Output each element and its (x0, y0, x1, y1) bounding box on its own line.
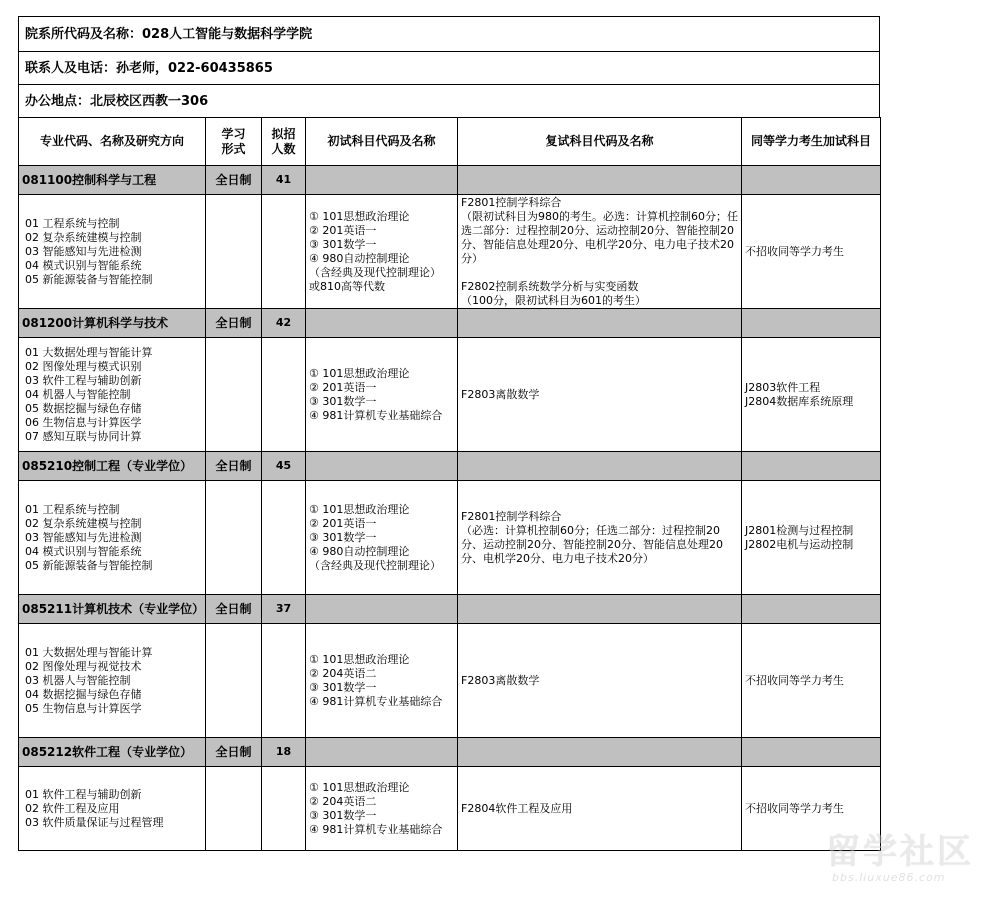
equivalent-extra: 不招收同等学力考生 (742, 767, 881, 851)
header-extra: 同等学力考生加试科目 (742, 118, 881, 166)
retest-subjects: F2804软件工程及应用 (458, 767, 742, 851)
research-directions: 01 大数据处理与智能计算 02 图像处理与视觉技术 03 机器人与智能控制 04 数据挖掘与绿色存储 05 生物信息与计算医学 (19, 624, 206, 738)
contact-line: 联系人及电话：孙老师，022-60435865 (18, 51, 880, 84)
program-title: 085211计算机技术（专业学位） (19, 595, 206, 624)
program-category-row (19, 452, 881, 481)
watermark-url: bbs.liuxue86.com (832, 871, 946, 884)
retest-subjects: F2803离散数学 (458, 338, 742, 452)
watermark-brand: 留学社区 (826, 832, 974, 872)
admissions-sheet (18, 16, 880, 851)
equivalent-extra: J2801检测与过程控制 J2802电机与运动控制 (742, 481, 881, 595)
research-directions: 01 工程系统与控制 02 复杂系统建模与控制 03 智能感知与先进检测 04 模式识别与智能系统 05 新能源装备与智能控制 (19, 195, 206, 309)
site-watermark (826, 833, 986, 893)
initial-exams: ① 101思想政治理论 ② 201英语一 ③ 301数学一 ④ 980自动控制理论 （含经典及现代控制理论） (306, 481, 458, 595)
programs-table (18, 117, 881, 851)
quota: 41 (262, 166, 306, 195)
initial-exams: ① 101思想政治理论 ② 201英语一 ③ 301数学一 ④ 980自动控制理论 （含经典及现代控制理论） 或810高等代数 (306, 195, 458, 309)
retest-subjects: F2801控制学科综合 （必选：计算机控制60分；任选二部分：过程控制20分、运动控制20分、智能控制20分、智能信息处理20分、电机学20分、电力电子技术20分） (458, 481, 742, 595)
program-category-row (19, 595, 881, 624)
study-mode: 全日制 (206, 309, 262, 338)
program-category-row (19, 166, 881, 195)
initial-exams: ① 101思想政治理论 ② 201英语一 ③ 301数学一 ④ 981计算机专业基础综合 (306, 338, 458, 452)
header-study-mode: 学习 形式 (206, 118, 262, 166)
study-mode: 全日制 (206, 595, 262, 624)
equivalent-extra: 不招收同等学力考生 (742, 624, 881, 738)
table-header-row (19, 118, 881, 166)
quota: 18 (262, 738, 306, 767)
quota: 42 (262, 309, 306, 338)
research-directions: 01 软件工程与辅助创新 02 软件工程及应用 03 软件质量保证与过程管理 (19, 767, 206, 851)
program-detail-row (19, 624, 881, 738)
office-line: 办公地点：北辰校区西教一306 (18, 84, 880, 117)
equivalent-extra: J2803软件工程 J2804数据库系统原理 (742, 338, 881, 452)
header-major: 专业代码、名称及研究方向 (19, 118, 206, 166)
department-line: 院系所代码及名称：028人工智能与数据科学学院 (18, 16, 880, 51)
program-title: 081200计算机科学与技术 (19, 309, 206, 338)
program-title: 085210控制工程（专业学位） (19, 452, 206, 481)
program-detail-row (19, 767, 881, 851)
program-title: 081100控制科学与工程 (19, 166, 206, 195)
initial-exams: ① 101思想政治理论 ② 204英语二 ③ 301数学一 ④ 981计算机专业基础综合 (306, 767, 458, 851)
program-category-row (19, 738, 881, 767)
program-category-row (19, 309, 881, 338)
header-retest: 复试科目代码及名称 (458, 118, 742, 166)
program-title: 085212软件工程（专业学位） (19, 738, 206, 767)
program-detail-row (19, 481, 881, 595)
equivalent-extra: 不招收同等学力考生 (742, 195, 881, 309)
program-detail-row (19, 338, 881, 452)
header-initial-exam: 初试科目代码及名称 (306, 118, 458, 166)
quota: 45 (262, 452, 306, 481)
study-mode: 全日制 (206, 452, 262, 481)
initial-exams: ① 101思想政治理论 ② 204英语二 ③ 301数学一 ④ 981计算机专业基础综合 (306, 624, 458, 738)
program-detail-row (19, 195, 881, 309)
quota: 37 (262, 595, 306, 624)
header-quota: 拟招 人数 (262, 118, 306, 166)
research-directions: 01 大数据处理与智能计算 02 图像处理与模式识别 03 软件工程与辅助创新 04 机器人与智能控制 05 数据挖掘与绿色存储 06 生物信息与计算医学 07 感知互联与协同计算 (19, 338, 206, 452)
study-mode: 全日制 (206, 166, 262, 195)
study-mode: 全日制 (206, 738, 262, 767)
retest-subjects: F2803离散数学 (458, 624, 742, 738)
retest-subjects: F2801控制学科综合 （限初试科目为980的考生。必选：计算机控制60分；任选二部分：过程控制20分、运动控制20分、智能控制20分、智能信息处理20分、电机学20分、电力电子技术20分） F2802控制系统数学分析与实变函数 （100分，限初试科目为601的考生） (458, 195, 742, 309)
research-directions: 01 工程系统与控制 02 复杂系统建模与控制 03 智能感知与先进检测 04 模式识别与智能系统 05 新能源装备与智能控制 (19, 481, 206, 595)
